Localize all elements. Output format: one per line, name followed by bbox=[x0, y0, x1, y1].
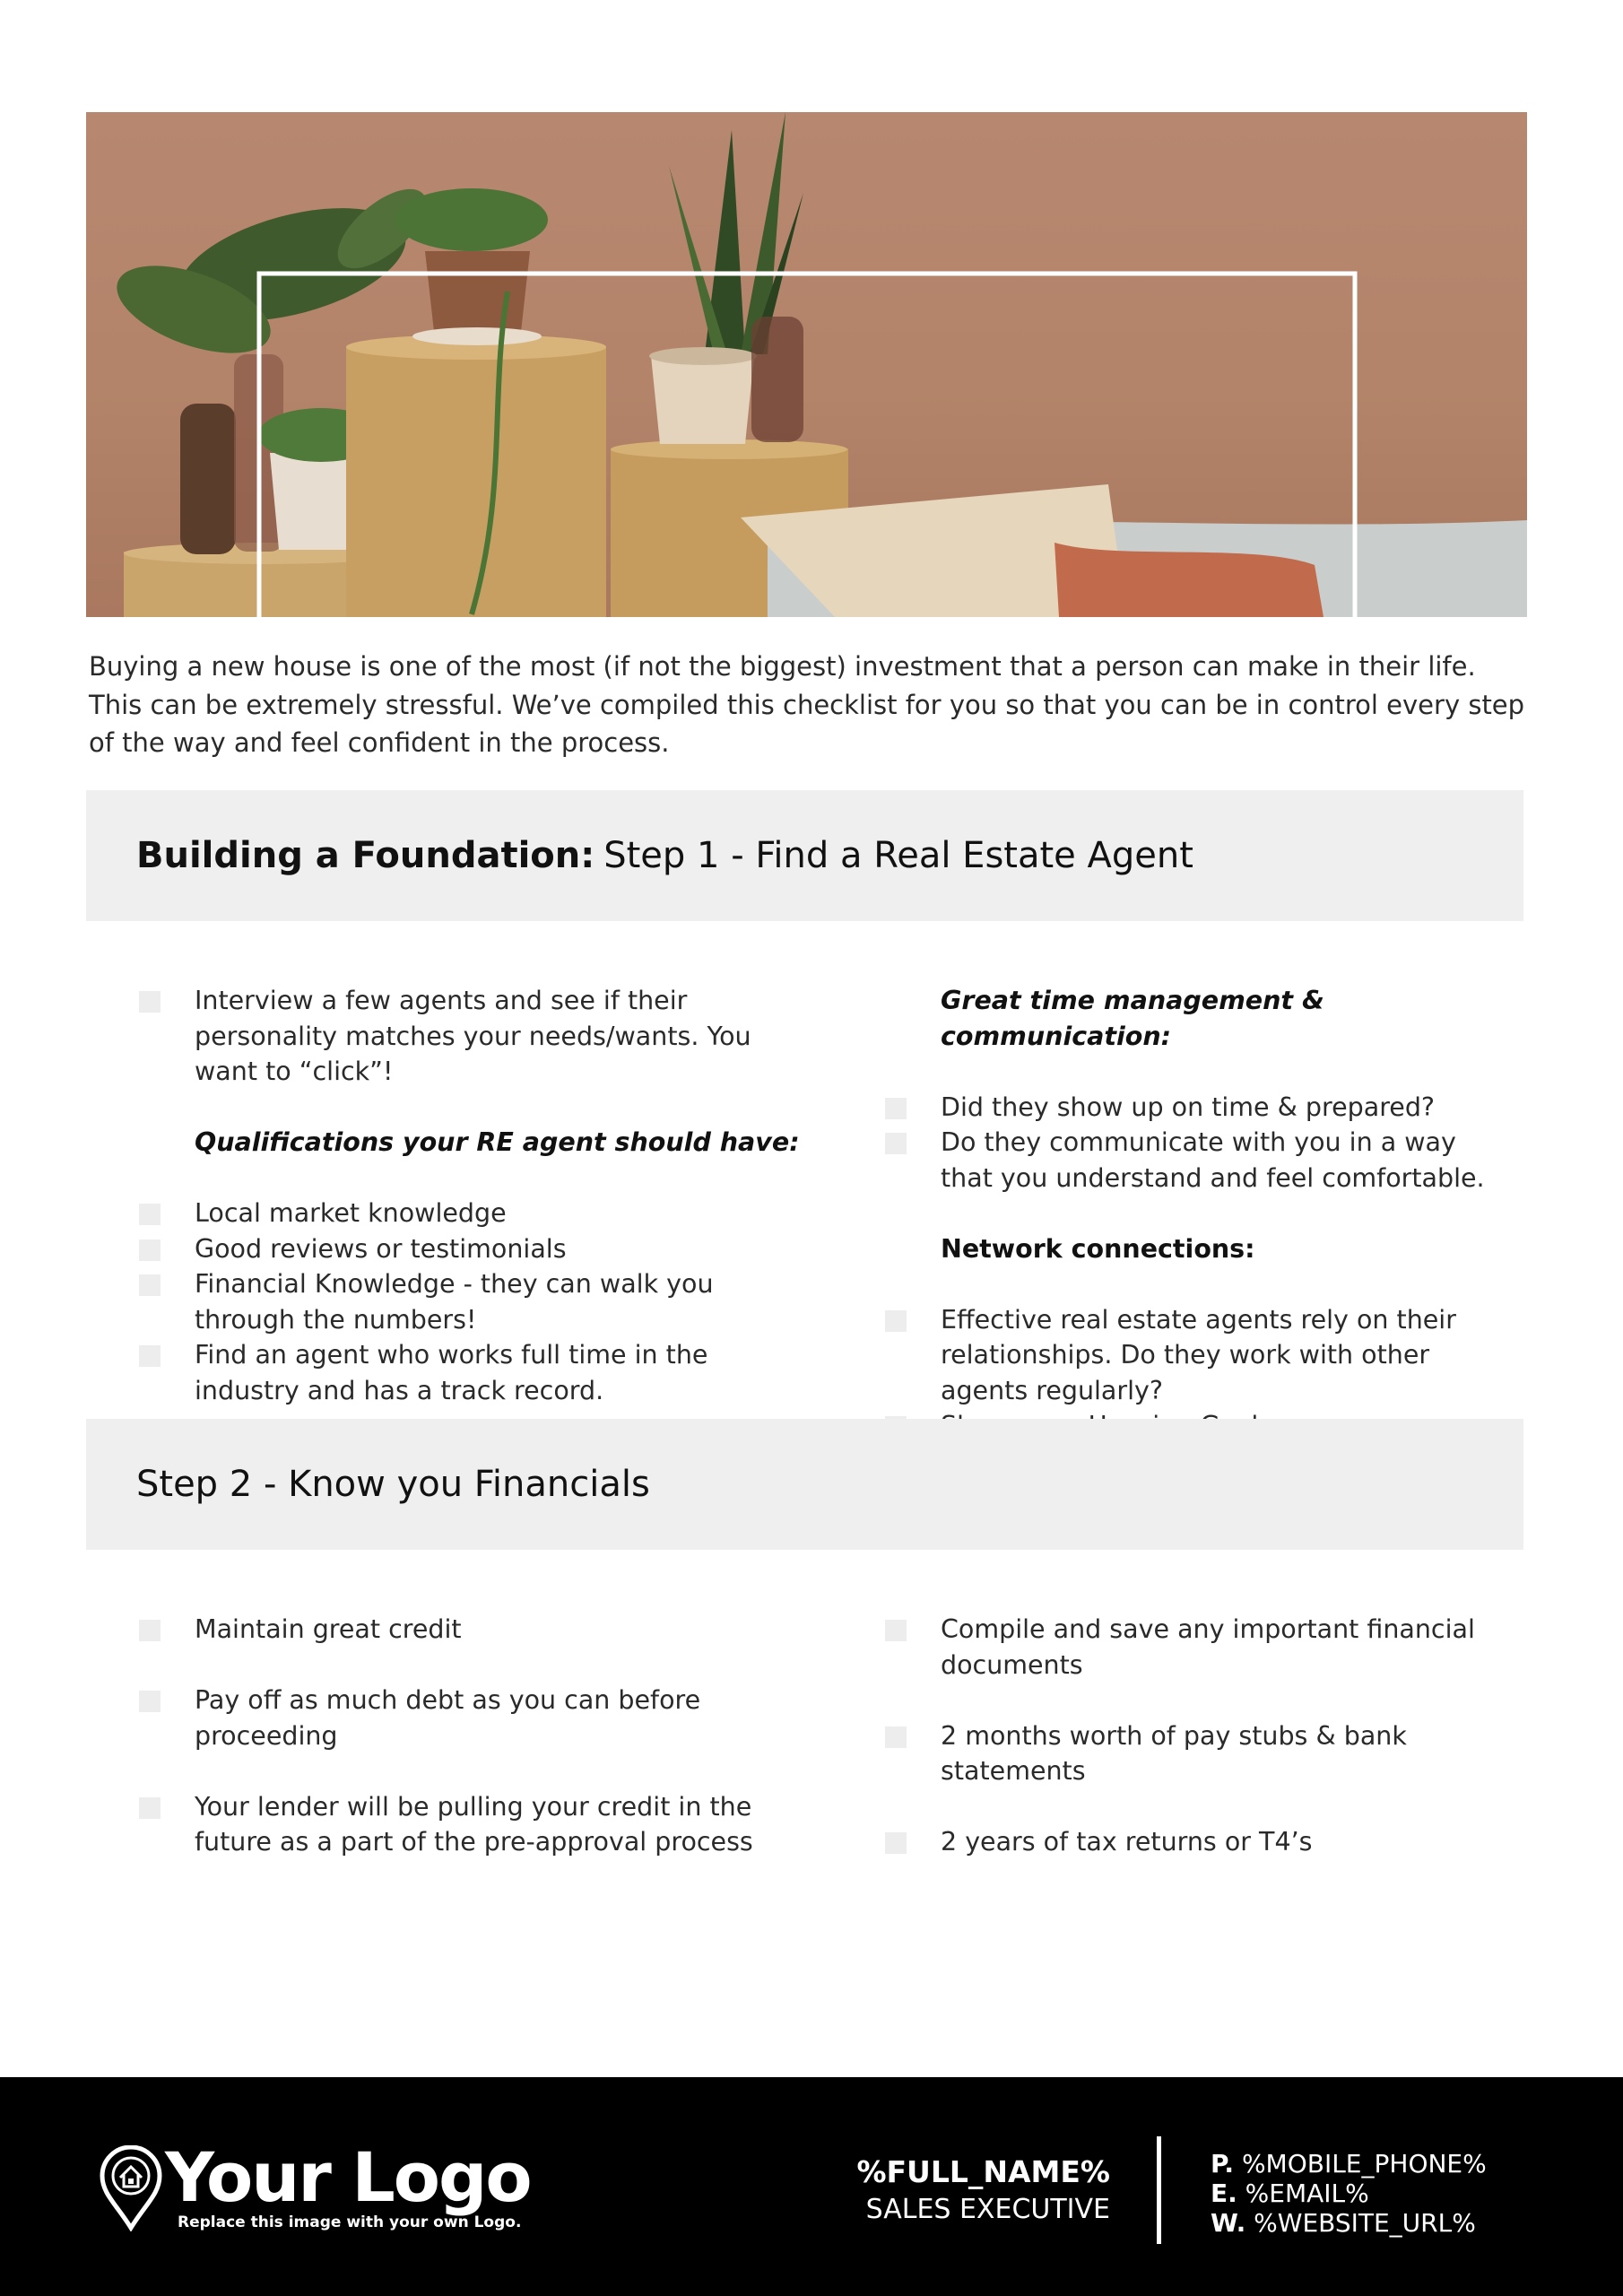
section1-left-column bbox=[139, 983, 812, 1408]
section2-header bbox=[86, 1419, 1523, 1550]
footer-divider bbox=[1157, 2136, 1161, 2244]
checkbox[interactable] bbox=[885, 1310, 907, 1332]
checklist-item bbox=[139, 1231, 812, 1267]
checklist-item-text: Interview a few agents and see if their personality matches your needs/wants. You want to “click”! bbox=[195, 986, 751, 1086]
checkbox[interactable] bbox=[139, 991, 161, 1013]
checkbox[interactable] bbox=[139, 1345, 161, 1367]
footer bbox=[0, 2077, 1623, 2296]
agent-name: %FULL_NAME% bbox=[856, 2154, 1110, 2189]
phone-value[interactable]: %MOBILE_PHONE% bbox=[1241, 2149, 1487, 2179]
checkbox[interactable] bbox=[139, 1274, 161, 1296]
checklist-item-text: Maintain great credit bbox=[195, 1614, 462, 1644]
section1-heading bbox=[136, 790, 1193, 921]
checklist-item-text: Did they show up on time & prepared? bbox=[941, 1091, 1436, 1122]
website-value[interactable]: %WEBSITE_URL% bbox=[1254, 2208, 1476, 2238]
phone-label: P. bbox=[1211, 2149, 1235, 2179]
checkbox[interactable] bbox=[885, 1098, 907, 1119]
checklist-item-text: Effective real estate agents rely on their relationships. Do they work with other agents regularly? bbox=[941, 1304, 1456, 1405]
checklist-item bbox=[139, 1196, 812, 1231]
checklist-item bbox=[885, 1302, 1513, 1409]
intro-paragraph: Buying a new house is one of the most (if not the biggest) investment that a person can make in their life. This can be extremely stressful. We’ve compiled this checklist for you so that you can be in control every step of the way and feel confident in the process. bbox=[89, 651, 1525, 758]
email-line bbox=[1211, 2179, 1487, 2208]
checklist-item-text: Do they communicate with you in a way that you understand and feel comfortable. bbox=[941, 1127, 1485, 1193]
checkbox[interactable] bbox=[139, 1691, 161, 1712]
checkbox[interactable] bbox=[885, 1620, 907, 1641]
time-management-subheading: Great time management & communication: bbox=[941, 986, 1324, 1051]
checklist-item bbox=[139, 1683, 785, 1753]
checklist-item-text: Find an agent who works full time in the industry and has a track record. bbox=[195, 1340, 708, 1405]
website-label: W. bbox=[1211, 2208, 1246, 2238]
email-value[interactable]: %EMAIL% bbox=[1245, 2179, 1369, 2208]
checklist-item bbox=[139, 1612, 785, 1648]
checklist-item bbox=[885, 1612, 1531, 1683]
checkbox[interactable] bbox=[885, 1726, 907, 1748]
checklist-item bbox=[139, 1337, 812, 1408]
checklist-item-text: Your lender will be pulling your credit in the future as a part of the pre-approval process bbox=[195, 1791, 753, 1857]
checklist-item bbox=[885, 1125, 1513, 1196]
hero-image bbox=[86, 112, 1527, 617]
checklist-item bbox=[885, 1824, 1531, 1860]
agent-title: SALES EXECUTIVE bbox=[865, 2194, 1110, 2225]
network-subheading: Network connections: bbox=[941, 1233, 1255, 1264]
phone-line bbox=[1211, 2149, 1487, 2179]
checklist-item bbox=[139, 983, 812, 1090]
checkbox[interactable] bbox=[139, 1204, 161, 1225]
location-home-icon bbox=[99, 2145, 163, 2231]
checklist-item bbox=[885, 1090, 1513, 1126]
checklist-item-text: Good reviews or testimonials bbox=[195, 1233, 567, 1264]
hero-illustration bbox=[86, 112, 1527, 617]
checklist-item bbox=[885, 1718, 1531, 1789]
checkbox[interactable] bbox=[139, 1620, 161, 1641]
checkbox[interactable] bbox=[885, 1832, 907, 1854]
checkbox[interactable] bbox=[139, 1797, 161, 1819]
logo-subtext: Replace this image with your own Logo. bbox=[178, 2213, 522, 2231]
section1-heading-bold: Building a Foundation: bbox=[136, 835, 595, 876]
checkbox[interactable] bbox=[139, 1239, 161, 1261]
checklist-item bbox=[139, 1266, 812, 1337]
contact-info bbox=[1211, 2149, 1487, 2238]
checklist-item-text: Local market knowledge bbox=[195, 1198, 507, 1228]
checklist-item-text: 2 years of tax returns or T4’s bbox=[941, 1827, 1313, 1857]
checklist-item-text: 2 months worth of pay stubs & bank statements bbox=[941, 1720, 1407, 1786]
section2-right-column bbox=[885, 1612, 1531, 1860]
section1-right-column bbox=[885, 983, 1513, 1444]
checklist-item-text: Pay off as much debt as you can before proceeding bbox=[195, 1685, 701, 1751]
website-line bbox=[1211, 2208, 1487, 2238]
email-label: E. bbox=[1211, 2179, 1237, 2208]
qualifications-subheading: Qualifications your RE agent should have: bbox=[195, 1127, 800, 1157]
section2-heading: Step 2 - Know you Financials bbox=[136, 1464, 650, 1505]
checklist-item-text: Compile and save any important financial documents bbox=[941, 1614, 1475, 1680]
checkbox[interactable] bbox=[885, 1133, 907, 1154]
section2-left-column bbox=[139, 1612, 785, 1860]
section1-heading-rest: Step 1 - Find a Real Estate Agent bbox=[603, 835, 1193, 876]
checklist-item bbox=[139, 1789, 785, 1860]
checklist-item-text: Financial Knowledge - they can walk you through the numbers! bbox=[195, 1269, 714, 1335]
section1-header bbox=[86, 790, 1523, 921]
logo-text: Your Logo bbox=[165, 2137, 531, 2217]
